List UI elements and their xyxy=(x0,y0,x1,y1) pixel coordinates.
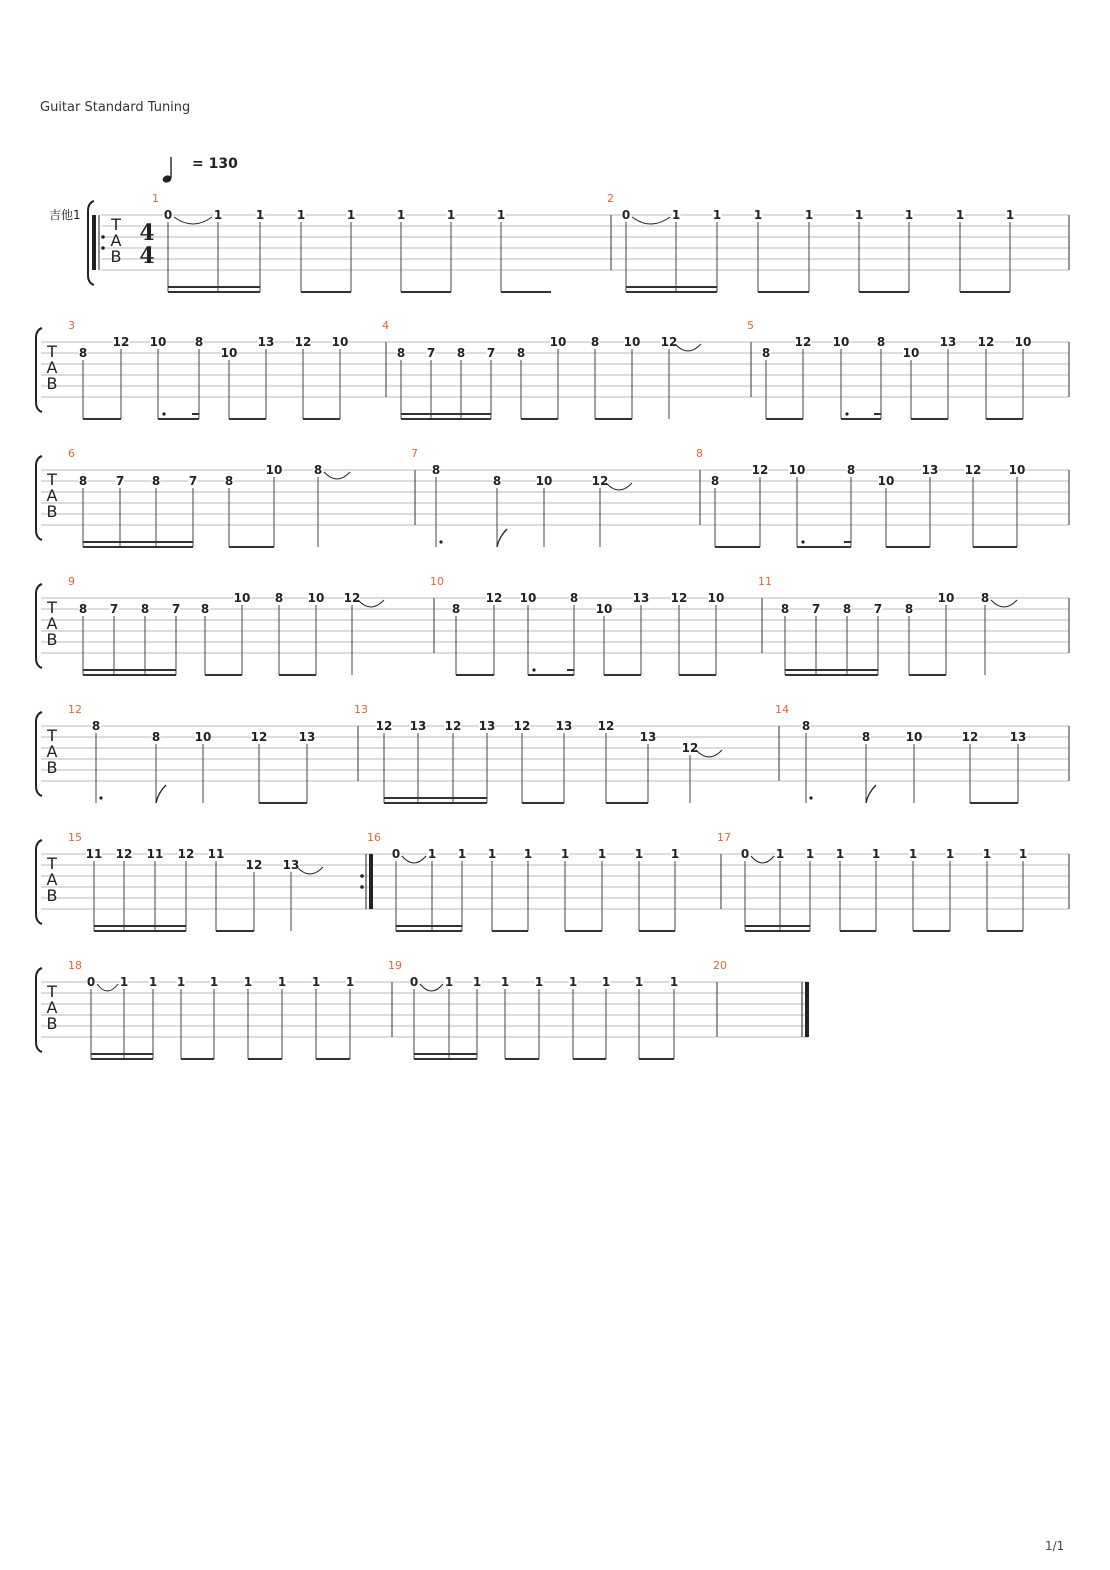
fret-number: 12 xyxy=(681,741,699,755)
fret-number: 13 xyxy=(478,719,496,733)
fret-number: 8 xyxy=(780,602,790,616)
tab-clef-letter: B xyxy=(46,886,58,905)
fret-number: 1 xyxy=(534,975,544,989)
system-bracket xyxy=(36,968,42,1052)
measure-number: 10 xyxy=(430,575,444,588)
quarter-note-icon xyxy=(162,157,173,184)
fret-number: 8 xyxy=(78,346,88,360)
tab-clef-letter: B xyxy=(46,1014,58,1033)
fret-number: 1 xyxy=(634,975,644,989)
fret-number: 8 xyxy=(151,474,161,488)
fret-number: 10 xyxy=(595,602,613,616)
fret-number: 13 xyxy=(298,730,316,744)
system-bracket xyxy=(36,328,42,412)
fret-number: 12 xyxy=(591,474,609,488)
fret-number: 12 xyxy=(115,847,133,861)
fret-number: 1 xyxy=(311,975,321,989)
tab-clef-letter: A xyxy=(46,486,58,505)
tempo-marking: = 130 xyxy=(192,156,238,172)
tab-clef-letter: T xyxy=(47,598,57,617)
fret-number: 1 xyxy=(568,975,578,989)
tab-clef-letter: A xyxy=(46,614,58,633)
fret-number: 8 xyxy=(842,602,852,616)
repeat-start-thick xyxy=(92,215,96,270)
measure-number: 20 xyxy=(713,959,727,972)
fret-number: 13 xyxy=(1009,730,1027,744)
fret-number: 8 xyxy=(492,474,502,488)
tab-system xyxy=(36,703,1069,803)
tab-clef-letter: B xyxy=(46,758,58,777)
tie-arc xyxy=(97,984,118,991)
fret-number: 10 xyxy=(265,463,283,477)
fret-number: 12 xyxy=(343,591,361,605)
fret-number: 10 xyxy=(1014,335,1032,349)
fret-number: 1 xyxy=(255,208,265,222)
fret-number: 12 xyxy=(444,719,462,733)
fret-number: 8 xyxy=(396,346,406,360)
fret-number: 13 xyxy=(257,335,275,349)
tab-system xyxy=(36,575,1069,675)
tab-clef-letter: T xyxy=(47,982,57,1001)
fret-number: 7 xyxy=(486,346,496,360)
fret-number: 8 xyxy=(876,335,886,349)
final-barline-thick xyxy=(805,982,809,1037)
tab-system xyxy=(88,192,1069,292)
fret-number: 13 xyxy=(921,463,939,477)
fret-number: 8 xyxy=(78,474,88,488)
fret-number: 11 xyxy=(85,847,103,861)
measure-number: 4 xyxy=(382,319,389,332)
fret-number: 10 xyxy=(788,463,806,477)
fret-number: 0 xyxy=(740,847,750,861)
tab-clef-letter: T xyxy=(47,342,57,361)
fret-number: 10 xyxy=(937,591,955,605)
measure-number: 6 xyxy=(68,447,75,460)
tab-system xyxy=(36,831,1069,931)
fret-number: 1 xyxy=(345,975,355,989)
fret-number: 1 xyxy=(775,847,785,861)
fret-number: 8 xyxy=(451,602,461,616)
fret-number: 1 xyxy=(908,847,918,861)
fret-number: 1 xyxy=(955,208,965,222)
measure-number: 12 xyxy=(68,703,82,716)
tab-clef-letter: T xyxy=(47,854,57,873)
fret-number: 10 xyxy=(707,591,725,605)
fret-number: 1 xyxy=(209,975,219,989)
measure-number: 17 xyxy=(717,831,731,844)
fret-number: 1 xyxy=(277,975,287,989)
dotted-eighth-dot xyxy=(801,540,804,543)
fret-number: 1 xyxy=(396,208,406,222)
tie-arc xyxy=(632,217,670,224)
fret-number: 7 xyxy=(171,602,181,616)
system-bracket xyxy=(36,584,42,668)
fret-number: 1 xyxy=(835,847,845,861)
tie-arc xyxy=(991,600,1017,607)
fret-number: 1 xyxy=(296,208,306,222)
fret-number: 1 xyxy=(560,847,570,861)
fret-number: 8 xyxy=(224,474,234,488)
tab-system xyxy=(36,447,1069,547)
track-name: 吉他1 xyxy=(49,208,81,222)
fret-number: 8 xyxy=(980,591,990,605)
fret-number: 1 xyxy=(753,208,763,222)
fret-number: 10 xyxy=(220,346,238,360)
system-bracket xyxy=(36,712,42,796)
page-number: 1/1 xyxy=(1045,1539,1065,1553)
fret-number: 1 xyxy=(805,847,815,861)
measure-number: 13 xyxy=(354,703,368,716)
fret-number: 1 xyxy=(670,847,680,861)
fret-number: 1 xyxy=(1005,208,1015,222)
fret-number: 7 xyxy=(109,602,119,616)
measure-number: 18 xyxy=(68,959,82,972)
measure-number: 1 xyxy=(152,192,159,205)
tab-clef-letter: T xyxy=(111,215,121,234)
repeat-end-thick xyxy=(369,854,373,909)
fret-number: 1 xyxy=(712,208,722,222)
fret-number: 8 xyxy=(516,346,526,360)
measure-number: 2 xyxy=(607,192,614,205)
fret-number: 10 xyxy=(877,474,895,488)
fret-number: 12 xyxy=(964,463,982,477)
fret-number: 0 xyxy=(409,975,419,989)
tab-system xyxy=(36,319,1069,419)
measure-number: 14 xyxy=(775,703,789,716)
eighth-flag xyxy=(866,785,876,803)
tuning-label: Guitar Standard Tuning xyxy=(40,100,191,115)
fret-number: 10 xyxy=(905,730,923,744)
fret-number: 8 xyxy=(456,346,466,360)
tab-clef-letter: A xyxy=(46,998,58,1017)
fret-number: 13 xyxy=(639,730,657,744)
fret-number: 12 xyxy=(250,730,268,744)
fret-number: 7 xyxy=(426,346,436,360)
fret-number: 12 xyxy=(751,463,769,477)
fret-number: 10 xyxy=(1008,463,1026,477)
fret-number: 1 xyxy=(669,975,679,989)
fret-number: 8 xyxy=(801,719,811,733)
fret-number: 12 xyxy=(485,591,503,605)
fret-number: 10 xyxy=(832,335,850,349)
fret-number: 11 xyxy=(146,847,164,861)
fret-number: 8 xyxy=(274,591,284,605)
dotted-eighth-dot xyxy=(532,668,535,671)
system-bracket xyxy=(36,840,42,924)
fret-number: 8 xyxy=(313,463,323,477)
tab-clef-letter: A xyxy=(46,358,58,377)
fret-number: 8 xyxy=(78,602,88,616)
tie-arc xyxy=(324,472,350,479)
dotted-quarter-dot xyxy=(809,796,812,799)
fret-number: 1 xyxy=(982,847,992,861)
tab-clef-letter: T xyxy=(47,470,57,489)
eighth-flag xyxy=(497,529,507,547)
fret-number: 12 xyxy=(375,719,393,733)
fret-number: 1 xyxy=(871,847,881,861)
tab-clef-letter: A xyxy=(46,870,58,889)
tab-clef-letter: B xyxy=(46,502,58,521)
tie-arc xyxy=(358,600,384,607)
fret-number: 1 xyxy=(243,975,253,989)
fret-number: 0 xyxy=(163,208,173,222)
fret-number: 1 xyxy=(945,847,955,861)
fret-number: 1 xyxy=(213,208,223,222)
fret-number: 13 xyxy=(555,719,573,733)
tie-arc xyxy=(751,856,774,863)
fret-number: 1 xyxy=(487,847,497,861)
measure-number: 11 xyxy=(758,575,772,588)
tab-system xyxy=(36,959,809,1059)
fret-number: 1 xyxy=(427,847,437,861)
tab-clef-letter: B xyxy=(110,247,122,266)
fret-number: 1 xyxy=(854,208,864,222)
fret-number: 1 xyxy=(444,975,454,989)
repeat-dot xyxy=(360,874,364,878)
dotted-eighth-dot xyxy=(162,412,165,415)
fret-number: 1 xyxy=(597,847,607,861)
time-signature-top: 4 xyxy=(139,220,155,246)
dotted-quarter-dot xyxy=(439,540,442,543)
fret-number: 12 xyxy=(977,335,995,349)
fret-number: 13 xyxy=(409,719,427,733)
fret-number: 13 xyxy=(939,335,957,349)
fret-number: 8 xyxy=(194,335,204,349)
measure-number: 15 xyxy=(68,831,82,844)
fret-number: 8 xyxy=(904,602,914,616)
tie-arc xyxy=(297,867,323,874)
fret-number: 10 xyxy=(623,335,641,349)
fret-number: 0 xyxy=(391,847,401,861)
fret-number: 8 xyxy=(91,719,101,733)
tab-clef-letter: A xyxy=(46,742,58,761)
fret-number: 1 xyxy=(804,208,814,222)
fret-number: 10 xyxy=(535,474,553,488)
fret-number: 10 xyxy=(519,591,537,605)
fret-number: 8 xyxy=(569,591,579,605)
fret-number: 8 xyxy=(861,730,871,744)
fret-number: 12 xyxy=(597,719,615,733)
fret-number: 8 xyxy=(140,602,150,616)
fret-number: 1 xyxy=(1018,847,1028,861)
tab-clef-letter: B xyxy=(46,630,58,649)
fret-number: 12 xyxy=(112,335,130,349)
fret-number: 0 xyxy=(86,975,96,989)
fret-number: 1 xyxy=(446,208,456,222)
tab-clef-letter: A xyxy=(110,231,122,250)
fret-number: 7 xyxy=(115,474,125,488)
fret-number: 1 xyxy=(457,847,467,861)
dotted-eighth-dot xyxy=(845,412,848,415)
dotted-quarter-dot xyxy=(99,796,102,799)
fret-number: 8 xyxy=(431,463,441,477)
fret-number: 8 xyxy=(151,730,161,744)
fret-number: 13 xyxy=(632,591,650,605)
fret-number: 7 xyxy=(873,602,883,616)
tie-arc xyxy=(606,483,632,490)
fret-number: 7 xyxy=(188,474,198,488)
fret-number: 10 xyxy=(307,591,325,605)
fret-number: 8 xyxy=(590,335,600,349)
measure-number: 7 xyxy=(411,447,418,460)
repeat-dot xyxy=(101,235,105,239)
measure-number: 19 xyxy=(388,959,402,972)
repeat-dot xyxy=(101,246,105,250)
fret-number: 12 xyxy=(294,335,312,349)
tab-clef-letter: T xyxy=(47,726,57,745)
fret-number: 8 xyxy=(761,346,771,360)
fret-number: 7 xyxy=(811,602,821,616)
time-signature-bottom: 4 xyxy=(139,243,155,269)
fret-number: 12 xyxy=(670,591,688,605)
fret-number: 10 xyxy=(902,346,920,360)
tie-arc xyxy=(696,750,722,757)
fret-number: 12 xyxy=(177,847,195,861)
fret-number: 12 xyxy=(660,335,678,349)
fret-number: 10 xyxy=(149,335,167,349)
fret-number: 8 xyxy=(846,463,856,477)
fret-number: 8 xyxy=(200,602,210,616)
fret-number: 1 xyxy=(496,208,506,222)
fret-number: 11 xyxy=(207,847,225,861)
tie-arc xyxy=(420,984,443,991)
fret-number: 1 xyxy=(500,975,510,989)
measure-number: 16 xyxy=(367,831,381,844)
fret-number: 10 xyxy=(194,730,212,744)
fret-number: 12 xyxy=(513,719,531,733)
fret-number: 1 xyxy=(601,975,611,989)
fret-number: 10 xyxy=(331,335,349,349)
fret-number: 1 xyxy=(176,975,186,989)
fret-number: 1 xyxy=(904,208,914,222)
tab-clef-letter: B xyxy=(46,374,58,393)
tie-arc xyxy=(174,217,212,224)
fret-number: 10 xyxy=(233,591,251,605)
fret-number: 1 xyxy=(634,847,644,861)
measure-number: 5 xyxy=(747,319,754,332)
fret-number: 0 xyxy=(621,208,631,222)
fret-number: 1 xyxy=(148,975,158,989)
tie-arc xyxy=(402,856,426,863)
fret-number: 1 xyxy=(346,208,356,222)
tie-arc xyxy=(675,344,701,351)
fret-number: 1 xyxy=(523,847,533,861)
measure-number: 3 xyxy=(68,319,75,332)
fret-number: 8 xyxy=(710,474,720,488)
eighth-flag xyxy=(156,785,166,803)
measure-number: 8 xyxy=(696,447,703,460)
fret-number: 12 xyxy=(794,335,812,349)
fret-number: 13 xyxy=(282,858,300,872)
fret-number: 12 xyxy=(245,858,263,872)
fret-number: 1 xyxy=(472,975,482,989)
fret-number: 12 xyxy=(961,730,979,744)
fret-number: 1 xyxy=(671,208,681,222)
repeat-dot xyxy=(360,885,364,889)
fret-number: 10 xyxy=(549,335,567,349)
system-bracket xyxy=(36,456,42,540)
measure-number: 9 xyxy=(68,575,75,588)
fret-number: 1 xyxy=(119,975,129,989)
